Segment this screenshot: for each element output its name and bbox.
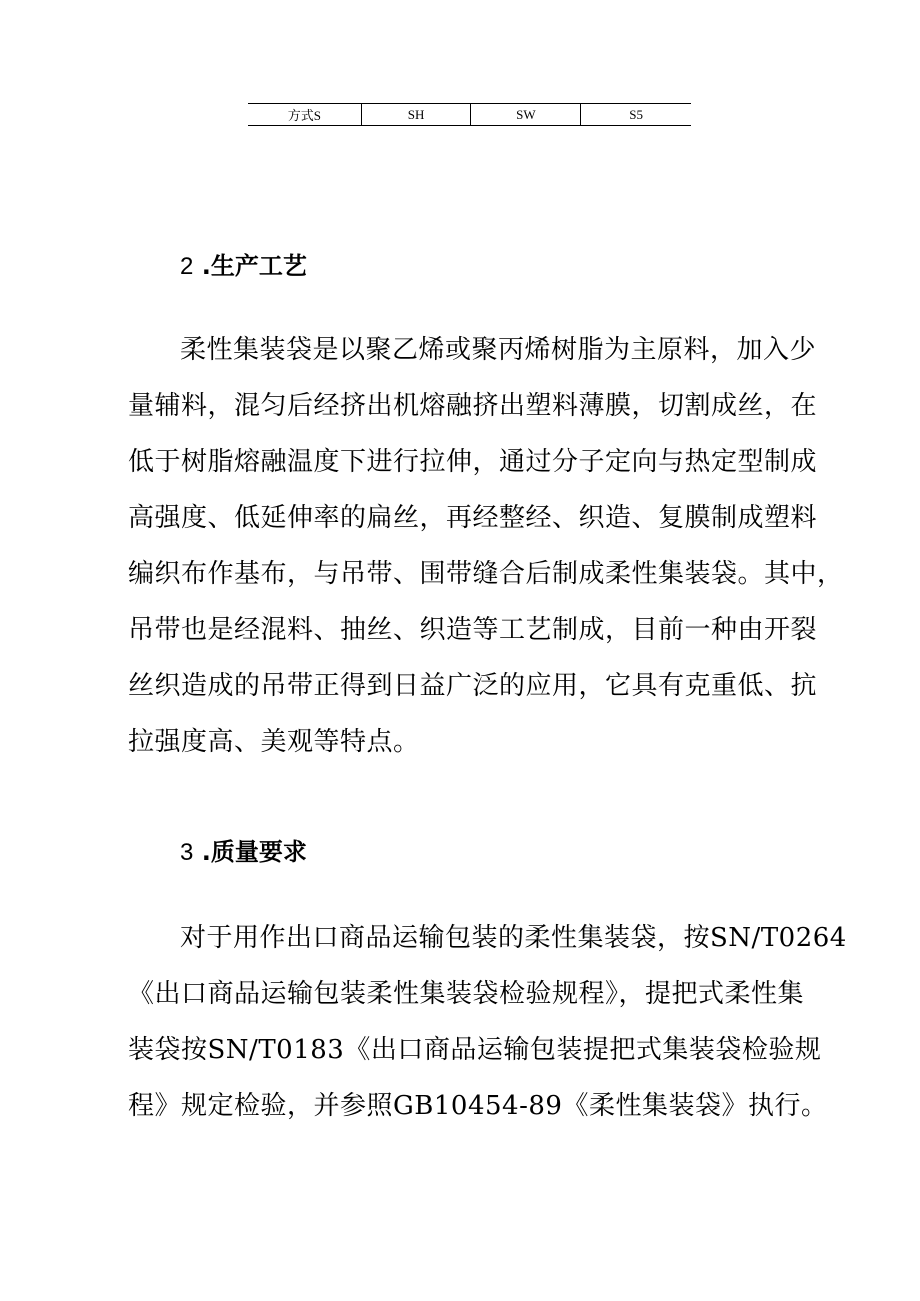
section-3-paragraph — [128, 910, 847, 1134]
paragraph-line: 《出口商品运输包装柔性集装袋检验规程》，提把式柔性集 — [128, 979, 805, 1009]
paragraph-line: 吊带也是经混料、抽丝、织造等工艺制成，目前一种由开裂 — [128, 615, 818, 645]
table-cell-method: 方式S — [287, 108, 321, 123]
paragraph-line: 对于用作出口商品运输包装的柔性集装袋，按SN/T0264 — [180, 923, 847, 953]
paragraph-line: 柔性集装袋是以聚乙烯或聚丙烯树脂为主原料，加入少 — [180, 335, 817, 365]
paragraph-line: 编织布作基布，与吊带、围带缝合后制成柔性集装袋。其中， — [128, 559, 844, 589]
table-cell-s5: S5 — [581, 104, 691, 126]
section-2-paragraph — [128, 322, 844, 770]
section-2-heading — [180, 251, 307, 282]
paragraph-line: 低于树脂熔融温度下进行拉伸，通过分子定向与热定型制成 — [128, 447, 818, 477]
section-2-title: .生产工艺 — [201, 252, 307, 280]
paragraph-line: 程》规定检验，并参照GB10454-89《柔性集装袋》执行。 — [128, 1091, 828, 1121]
paragraph-line: 高强度、低延伸率的扁丝，再经整经、织造、复膜制成塑料 — [128, 503, 818, 533]
paragraph-line: 装袋按SN/T0183《出口商品运输包装提把式集装袋检验规 — [128, 1035, 822, 1065]
section-3-title: .质量要求 — [201, 838, 307, 866]
section-3-number: 3 — [180, 839, 194, 866]
paragraph-line: 拉强度高、美观等特点。 — [128, 727, 420, 757]
paragraph-line: 丝织造成的吊带正得到日益广泛的应用，它具有克重低、抗 — [128, 671, 818, 701]
paragraph-line: 量辅料，混匀后经挤出机熔融挤出塑料薄膜，切割成丝，在 — [128, 391, 818, 421]
spec-table-fragment — [248, 103, 691, 126]
table-cell-sw: SW — [471, 104, 581, 126]
table-cell-sh: SH — [361, 104, 471, 126]
section-3-heading — [180, 837, 307, 868]
table-row — [248, 104, 691, 126]
section-2-number: 2 — [180, 253, 194, 280]
